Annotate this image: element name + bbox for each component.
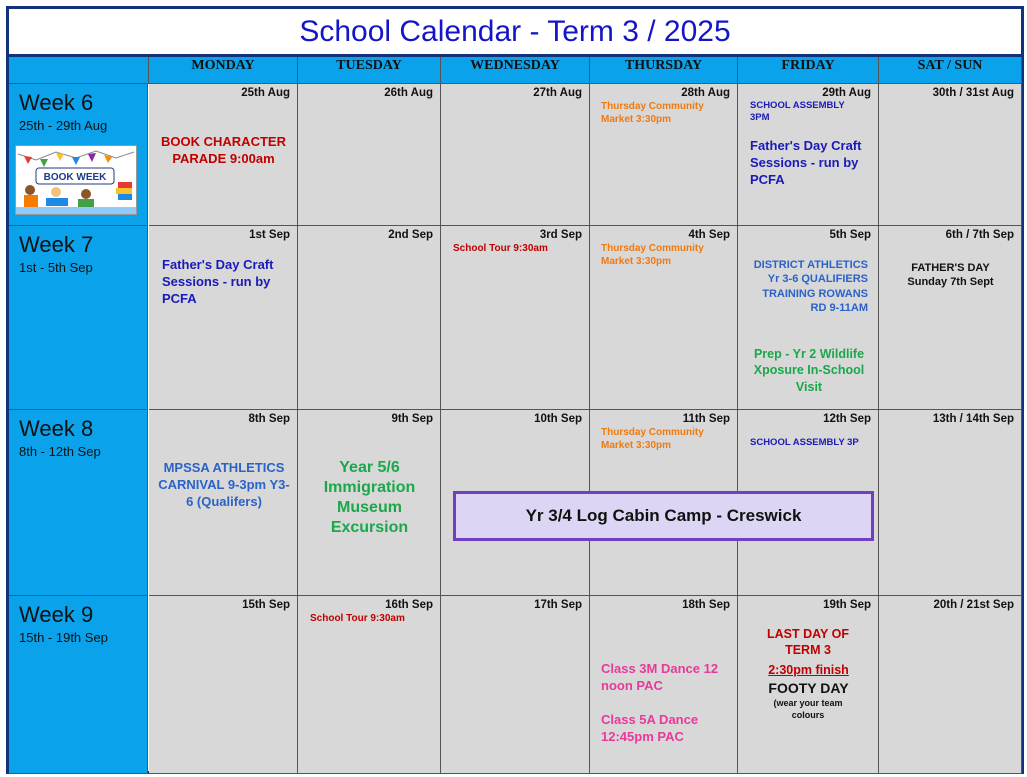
date-label: 15th Sep (242, 599, 290, 611)
day-cell-15-sep[interactable] (149, 596, 298, 774)
date-label: 5th Sep (829, 229, 871, 241)
event-last-day: LAST DAY OF TERM 3 (767, 627, 849, 658)
event-immigration-museum: Year 5/6 Immigration Museum Excursion (323, 459, 416, 536)
date-label: 4th Sep (688, 229, 730, 241)
book-week-text: BOOK WEEK (43, 172, 107, 183)
day-cell-16-sep[interactable] (298, 596, 441, 774)
week-range: 8th - 12th Sep (19, 444, 101, 459)
book-week-illustration-icon (16, 146, 136, 214)
event-district-athletics: DISTRICT ATHLETICS Yr 3-6 QUALIFIERS TRAINING ROWANS RD 9-11AM (753, 259, 868, 314)
week-8-label (9, 410, 148, 596)
event-fathers-day: FATHER'S DAY (911, 262, 990, 274)
day-cell-9-sep[interactable] (298, 410, 441, 596)
event-fathers-day-date: Sunday 7th Sept (907, 276, 994, 288)
week-range: 15th - 19th Sep (19, 630, 108, 645)
date-label: 6th / 7th Sep (945, 229, 1014, 241)
date-label: 2nd Sep (388, 229, 433, 241)
date-label: 1st Sep (249, 229, 290, 241)
event-assembly: SCHOOL ASSEMBLY 3P (750, 437, 859, 448)
page-title: School Calendar - Term 3 / 2025 (6, 6, 1024, 57)
week-name: Week 7 (19, 232, 94, 257)
header-weekend: SAT / SUN (879, 57, 1022, 84)
week-name: Week 9 (19, 602, 94, 627)
week-range: 1st - 5th Sep (19, 260, 93, 275)
date-label: 16th Sep (385, 599, 433, 611)
book-week-image (15, 145, 137, 215)
event-class-5a-dance: Class 5A Dance 12:45pm PAC (601, 712, 699, 744)
day-cell-27-aug[interactable] (441, 84, 590, 226)
event-thursday-market: Thursday Community Market 3:30pm (601, 101, 704, 125)
date-label: 25th Aug (241, 87, 290, 99)
day-cell-28-aug[interactable] (590, 84, 738, 226)
event-book-parade: BOOK CHARACTER PARADE 9:00am (161, 134, 286, 166)
event-wear-colours: (wear your team colours (773, 698, 843, 721)
date-label: 17th Sep (534, 599, 582, 611)
date-label: 11th Sep (682, 413, 730, 425)
date-label: 8th Sep (248, 413, 290, 425)
date-label: 3rd Sep (539, 229, 582, 241)
header-corner (9, 57, 149, 84)
date-label: 20th / 21st Sep (933, 599, 1014, 611)
week-range: 25th - 29th Aug (19, 118, 108, 133)
event-school-tour: School Tour 9:30am (453, 243, 548, 254)
event-class-3m-dance: Class 3M Dance 12 noon PAC (601, 661, 719, 693)
day-cell-3-sep[interactable] (441, 226, 590, 410)
header-wednesday: WEDNESDAY (441, 57, 590, 84)
event-mpssa-athletics: MPSSA ATHLETICS CARNIVAL 9-3pm Y3-6 (Qualifers) (158, 460, 290, 509)
day-cell-8-sep[interactable] (149, 410, 298, 596)
date-label: 13th / 14th Sep (932, 413, 1014, 425)
date-label: 19th Sep (823, 599, 871, 611)
date-label: 9th Sep (391, 413, 433, 425)
week-name: Week 6 (19, 90, 94, 115)
event-footy-day: FOOTY DAY (768, 680, 849, 696)
week-7-label (9, 226, 148, 410)
day-cell-13-sep[interactable] (879, 410, 1022, 596)
week-9-label (9, 596, 148, 774)
header-tuesday: TUESDAY (298, 57, 441, 84)
day-cell-2-sep[interactable] (298, 226, 441, 410)
day-cell-4-sep[interactable] (590, 226, 738, 410)
event-wildlife: Prep - Yr 2 Wildlife Xposure In-School Visit (753, 347, 865, 394)
event-finish-time: 2:30pm finish (768, 663, 849, 677)
date-label: 12th Sep (823, 413, 871, 425)
day-cell-17-sep[interactable] (441, 596, 590, 774)
date-label: 10th Sep (534, 413, 582, 425)
header-thursday: THURSDAY (590, 57, 738, 84)
date-label: 27th Aug (533, 87, 582, 99)
header-friday: FRIDAY (738, 57, 879, 84)
event-assembly: SCHOOL ASSEMBLY 3PM (750, 100, 845, 124)
date-label: 29th Aug (822, 87, 871, 99)
week-name: Week 8 (19, 416, 94, 441)
day-cell-29-aug[interactable] (738, 84, 879, 226)
day-cell-1-sep[interactable] (149, 226, 298, 410)
event-thursday-market: Thursday Community Market 3:30pm (601, 243, 704, 267)
event-log-cabin-camp[interactable]: Yr 3/4 Log Cabin Camp - Creswick (453, 491, 874, 541)
day-cell-18-sep[interactable] (590, 596, 738, 774)
event-fathers-craft: Father's Day Craft Sessions - run by PCFA (162, 257, 274, 306)
event-school-tour: School Tour 9:30am (310, 613, 405, 624)
event-fathers-craft: Father's Day Craft Sessions - run by PCFA (750, 138, 862, 187)
day-cell-20-sep[interactable] (879, 596, 1022, 774)
day-cell-5-sep[interactable] (738, 226, 879, 410)
day-cell-19-sep[interactable] (738, 596, 879, 774)
day-cell-6-sep[interactable] (879, 226, 1022, 410)
header-monday: MONDAY (149, 57, 298, 84)
event-thursday-market: Thursday Community Market 3:30pm (601, 427, 704, 451)
date-label: 18th Sep (682, 599, 730, 611)
date-label: 28th Aug (681, 87, 730, 99)
date-label: 26th Aug (384, 87, 433, 99)
day-cell-30-aug[interactable] (879, 84, 1022, 226)
date-label: 30th / 31st Aug (932, 87, 1014, 99)
day-cell-25-aug[interactable] (149, 84, 298, 226)
day-cell-26-aug[interactable] (298, 84, 441, 226)
day-header-row (9, 57, 1022, 84)
